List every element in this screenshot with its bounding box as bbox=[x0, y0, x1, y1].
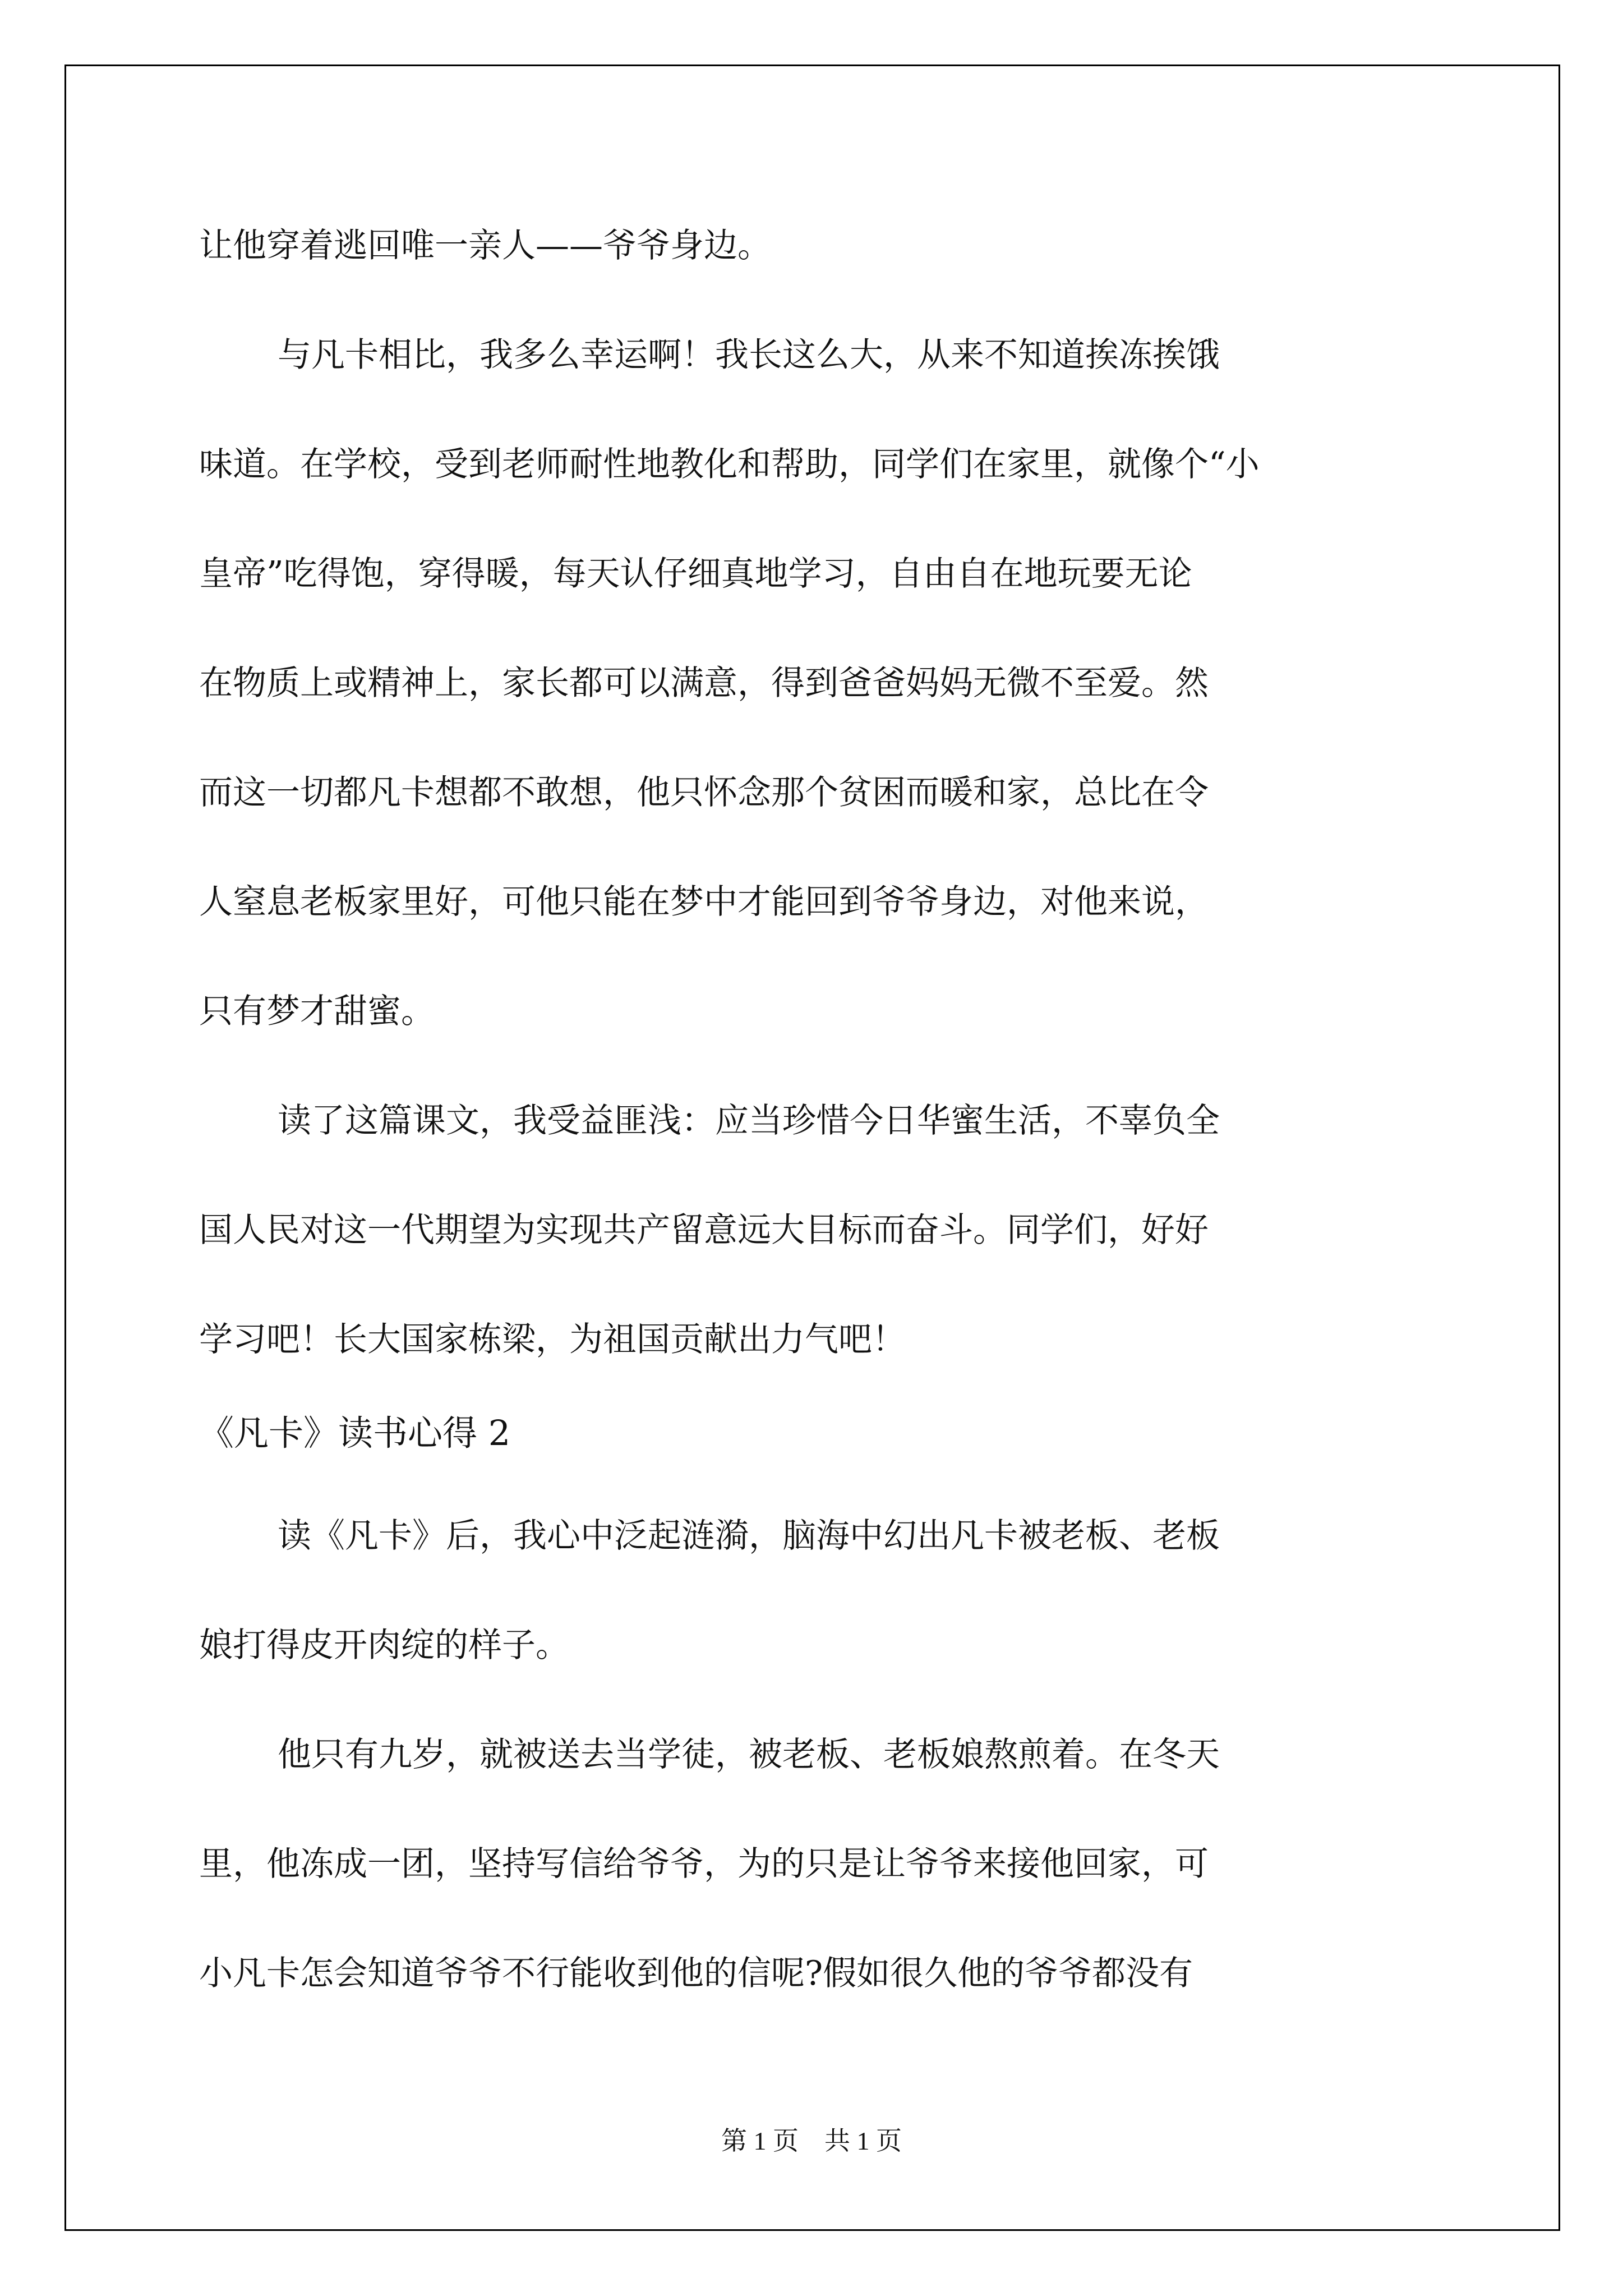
text-line: 娘打得皮开肉绽的样子。 bbox=[199, 1626, 569, 1665]
text-line: 学习吧！长大国家栋梁，为祖国贡献出力气吧！ bbox=[199, 1320, 906, 1359]
page-footer: 第 1 页 共 1 页 bbox=[721, 2127, 902, 2155]
text-line: 读了这篇课文，我受益匪浅：应当珍惜今日华蜜生活，不辜负全 bbox=[278, 1101, 1220, 1140]
text-line: 皇帝”吃得饱，穿得暖，每天认仔细真地学习，自由自在地玩要无论 bbox=[199, 554, 1192, 593]
text-line: 只有梦才甜蜜。 bbox=[199, 992, 435, 1031]
text-line: 读《凡卡》后，我心中泛起涟漪，脑海中幻出凡卡被老板、老板 bbox=[278, 1516, 1220, 1556]
text-line: 里，他冻成一团，坚持写信给爷爷，为的只是让爷爷来接他回家，可 bbox=[199, 1844, 1209, 1884]
text-line: 人窒息老板家里好，可他只能在梦中才能回到爷爷身边，对他来说， bbox=[199, 882, 1209, 922]
page-border bbox=[64, 65, 1560, 2231]
text-line: 国人民对这一代期望为实现共产留意远大目标而奋斗。同学们，好好 bbox=[199, 1211, 1209, 1250]
text-line: 味道。在学校，受到老师耐性地教化和帮助，同学们在家里，就像个“小 bbox=[199, 445, 1260, 484]
text-line: 与凡卡相比，我多么幸运啊！我长这么大，从来不知道挨冻挨饿 bbox=[278, 335, 1220, 375]
text-line: 而这一切都凡卡想都不敢想，他只怀念那个贫困而暖和家，总比在令 bbox=[199, 773, 1209, 812]
text-line: 在物质上或精神上，家长都可以满意，得到爸爸妈妈无微不至爱。然 bbox=[199, 664, 1209, 703]
section-heading: 《凡卡》读书心得 2 bbox=[199, 1412, 511, 1453]
text-line: 他只有九岁，就被送去当学徒，被老板、老板娘熬煎着。在冬天 bbox=[278, 1735, 1220, 1774]
text-line: 小凡卡怎会知道爷爷不行能收到他的信呢?假如很久他的爷爷都没有 bbox=[199, 1954, 1193, 1993]
text-line: 让他穿着逃回唯一亲人——爷爷身边。 bbox=[199, 226, 771, 265]
